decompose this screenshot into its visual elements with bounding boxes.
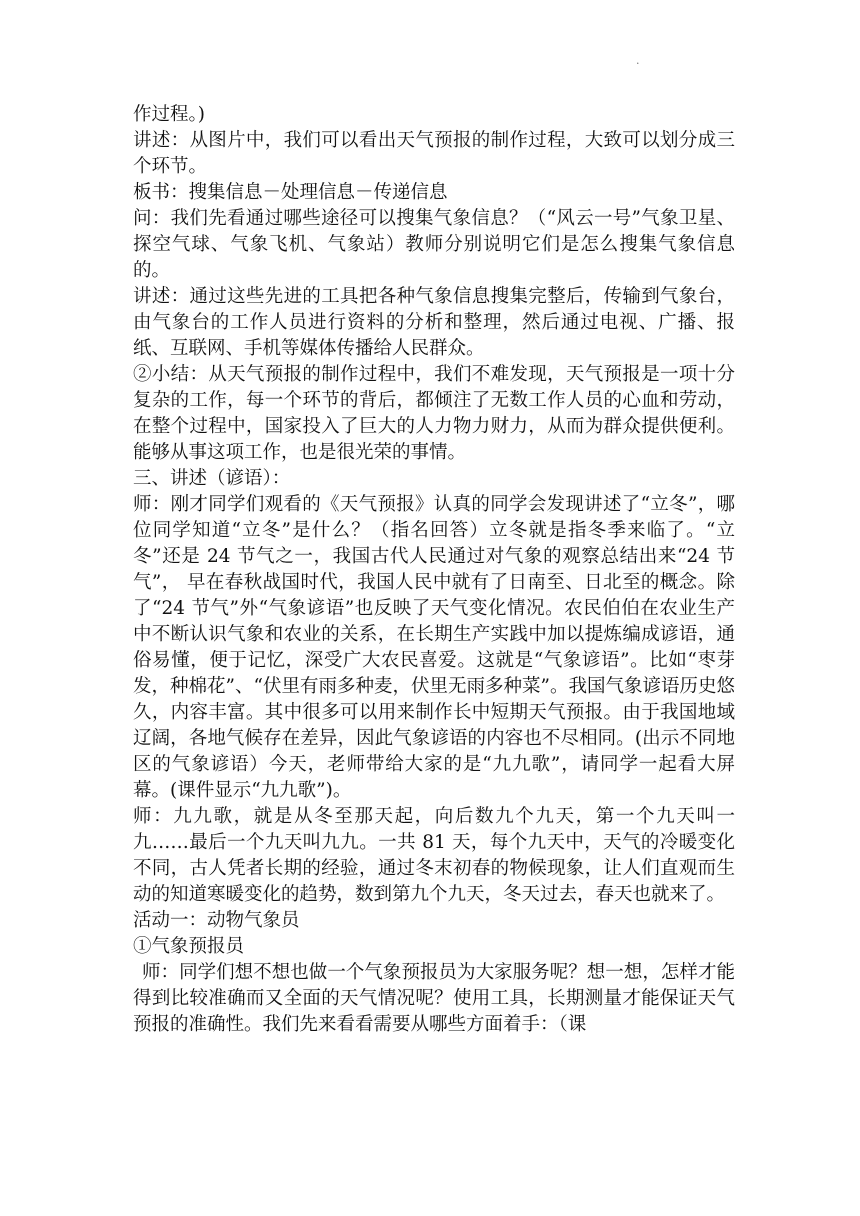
page-mark: . [636, 54, 640, 67]
subheading-forecaster: ①气象预报员 [133, 936, 245, 957]
paragraph-continuation: 作过程。) [133, 104, 205, 125]
document-body [133, 102, 735, 1038]
paragraph-narration-tools: 讲述：通过这些先进的工具把各种气象信息搜集完整后，传输到气象台，由气象台的工作人员进行资料的分析和整理，然后通过电视、广播、报纸、互联网、手机等媒体传播给人民群众。 [133, 286, 735, 359]
paragraph-teacher-forecaster: 师：同学们想不想也做一个气象预报员为大家服务呢？想一想，怎样才能得到比较准确而又全面的天气情况呢？使用工具，长期测量才能保证天气预报的准确性。我们先来看看需要从哪些方面着手：（课 [133, 962, 735, 1035]
paragraph-question: 问：我们先看通过哪些途径可以搜集气象信息？（“风云一号”气象卫星、探空气球、气象飞机、气象站）教师分别说明它们是怎么搜集气象信息的。 [133, 208, 735, 281]
paragraph-narration-stages: 讲述：从图片中，我们可以看出天气预报的制作过程，大致可以划分成三个环节。 [133, 130, 735, 177]
paragraph-summary: ②小结：从天气预报的制作过程中，我们不难发现，天气预报是一项十分复杂的工作，每一个环节的背后，都倾注了无数工作人员的心血和劳动，在整个过程中，国家投入了巨大的人力物力财力，从而为群众提供便利。能够从事这项工作，也是很光荣的事情。 [133, 364, 735, 463]
paragraph-blackboard: 板书：搜集信息－处理信息－传递信息 [133, 182, 448, 203]
paragraph-teacher-jiujiu: 师：九九歌，就是从冬至那天起，向后数九个九天，第一个九天叫一九……最后一个九天叫九九。一共 81 天，每个九天中，天气的冷暖变化不同，古人凭者长期的经验，通过冬末初春的物候现象，让人们直观而生动的知道寒暖变化的趋势，数到第九个九天，冬天过去，春天也就来了。 [133, 806, 735, 905]
activity-heading: 活动一：动物气象员 [133, 910, 300, 931]
paragraph-teacher-lidong: 师：刚才同学们观看的《天气预报》认真的同学会发现讲述了“立冬”，哪位同学知道“立冬”是什么？（指名回答）立冬就是指冬季来临了。“立冬”还是 24 节气之一，我国古代人民通过对气象的观察总结出来“24 节气”， 早在春秋战国时代，我国人民中就有了日南至、日北至的概念。除了“24 节气”外“气象谚语”也反映了天气变化情况。农民伯伯在农业生产中不断认识气象和农业的关系，在长期生产实践中加以提炼编成谚语，通俗易懂，便于记忆，深受广大农民喜爱。这就是“气象谚语”。比如“枣芽发，种棉花”、“伏里有雨多种麦，伏里无雨多种菜”。我国气象谚语历史悠久，内容丰富。其中很多可以用来制作长中短期天气预报。由于我国地域辽阔，各地气候存在差异，因此气象谚语的内容也不尽相同。(出示不同地区的气象谚语）今天，老师带给大家的是“九九歌”，请同学一起看大屏幕。(课件显示“九九歌”)。 [133, 494, 735, 801]
section-heading-proverbs: 三、讲述（谚语）： [133, 468, 291, 489]
